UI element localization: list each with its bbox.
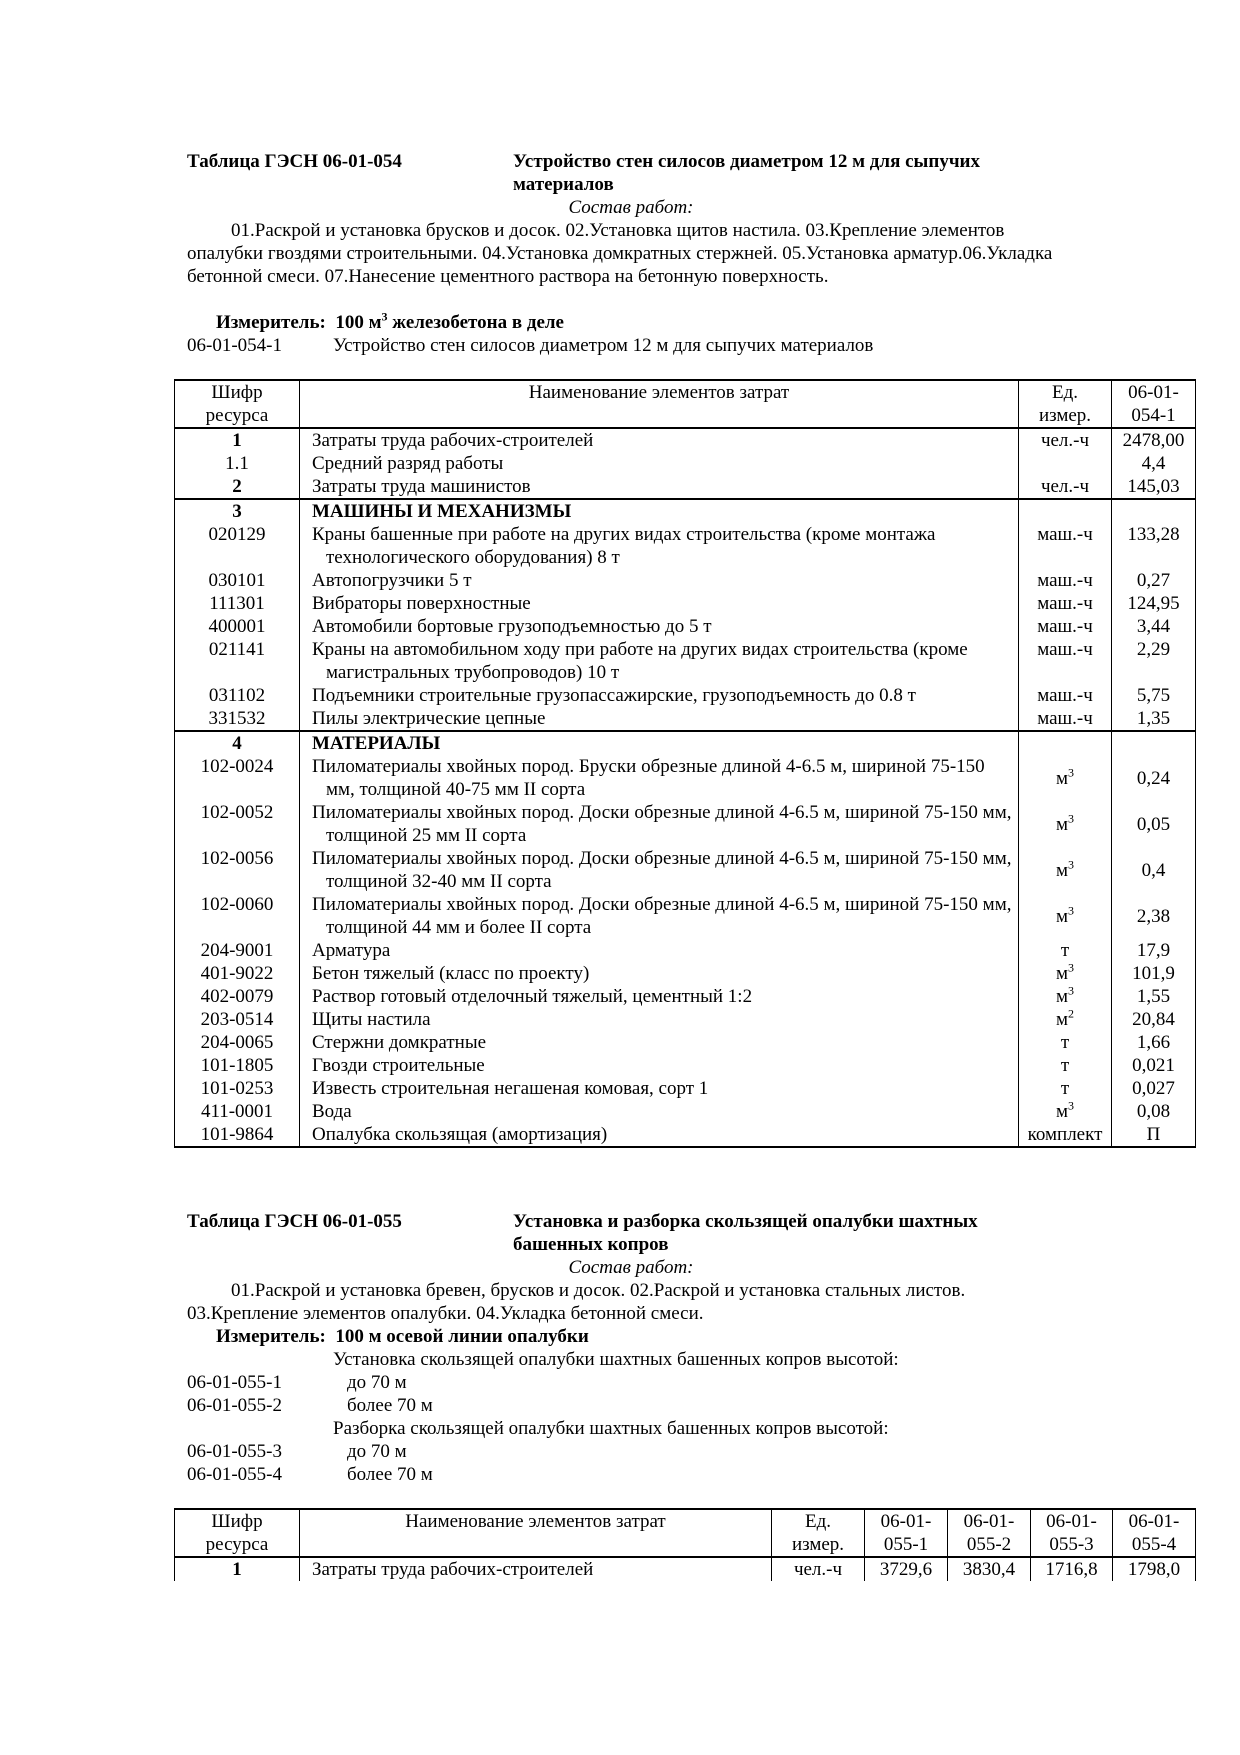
row-code: 102-0060: [175, 893, 300, 939]
table-row: [175, 755, 1196, 801]
table1: [174, 379, 1196, 1148]
row-unit: чел.-ч: [1019, 475, 1112, 499]
table2-norm2-name: более 70 м: [347, 1395, 433, 1416]
row-unit: [1019, 452, 1112, 475]
row-value: 2,38: [1112, 893, 1196, 939]
table-row: [175, 707, 1196, 731]
row-value: 1,35: [1112, 707, 1196, 731]
row-value: 17,9: [1112, 939, 1196, 962]
table1-header-value: 06-01- 054-1: [1112, 380, 1196, 428]
row-code: 4: [175, 731, 300, 755]
table-row: [175, 523, 1196, 569]
table-row: [175, 1123, 1196, 1147]
row-name: Затраты труда рабочих-строителей: [300, 428, 1019, 452]
table1-composition-label: Состав работ:: [568, 197, 694, 218]
table1-measure-sup: 3: [381, 309, 388, 324]
row-name: Опалубка скользящая (амортизация): [300, 1123, 1019, 1147]
row-name: Пилы электрические цепные: [300, 707, 1019, 731]
row-name: Автопогрузчики 5 т: [300, 569, 1019, 592]
row-name: Пиломатериалы хвойных пород. Доски обрезные длиной 4-6.5 м, шириной 75-150 мм, толщиной 25 мм II сорта: [300, 801, 1019, 847]
row-value: [1112, 499, 1196, 523]
table-row: [175, 452, 1196, 475]
table2-row-name: Затраты труда рабочих-строителей: [300, 1557, 772, 1581]
row-unit: $м^2$: [1019, 1008, 1112, 1031]
table2-composition-text: 01.Раскрой и установка бревен, брусков и досок. 02.Раскрой и установка стальных листов. 03.Крепление элементов опалубки. 04.Укладка бетонной смеси.: [187, 1280, 966, 1324]
row-unit: $м^3$: [1019, 755, 1112, 801]
table2-measure: [216, 1325, 589, 1348]
table-row: [175, 475, 1196, 499]
row-code: 203-0514: [175, 1008, 300, 1031]
row-code: 204-9001: [175, 939, 300, 962]
row-value: 124,95: [1112, 592, 1196, 615]
row-unit: $м^3$: [1019, 1100, 1112, 1123]
table-row: [175, 1031, 1196, 1054]
row-value: 2,29: [1112, 638, 1196, 684]
row-code: 411-0001: [175, 1100, 300, 1123]
row-code: 102-0056: [175, 847, 300, 893]
table-row: [175, 1557, 1196, 1581]
row-unit: маш.-ч: [1019, 592, 1112, 615]
table2-row-v4: 1798,0: [1113, 1557, 1196, 1581]
table1-title-name-line1: Устройство стен силосов диаметром 12 м для сыпучих: [513, 151, 980, 172]
row-code: 3: [175, 499, 300, 523]
row-value: 20,84: [1112, 1008, 1196, 1031]
table-row: [175, 939, 1196, 962]
table1-norm-code: 06-01-054-1: [187, 335, 282, 356]
table-row: [175, 592, 1196, 615]
table1-header-name: Наименование элементов затрат: [300, 380, 1019, 428]
row-code: 401-9022: [175, 962, 300, 985]
row-unit: маш.-ч: [1019, 638, 1112, 684]
table-row: [175, 985, 1196, 1008]
row-code: 1: [175, 428, 300, 452]
row-name: Стержни домкратные: [300, 1031, 1019, 1054]
row-value: П: [1112, 1123, 1196, 1147]
table2-norm4-code: 06-01-055-4: [187, 1464, 282, 1485]
table-row: [175, 731, 1196, 755]
table2-header-name: Наименование элементов затрат: [300, 1509, 772, 1557]
table2-measure-text: 100 м осевой линии опалубки: [335, 1326, 589, 1347]
row-unit: маш.-ч: [1019, 615, 1112, 638]
row-unit: т: [1019, 1077, 1112, 1100]
row-code: 021141: [175, 638, 300, 684]
table1-header-row: [175, 380, 1196, 428]
row-name: Средний разряд работы: [300, 452, 1019, 475]
row-code: 402-0079: [175, 985, 300, 1008]
table-row: [175, 801, 1196, 847]
row-name: Затраты труда машинистов: [300, 475, 1019, 499]
table-row: [175, 1008, 1196, 1031]
table-row: [175, 1054, 1196, 1077]
row-unit: [1019, 731, 1112, 755]
row-code: 101-9864: [175, 1123, 300, 1147]
row-unit: т: [1019, 939, 1112, 962]
row-unit: $м^3$: [1019, 801, 1112, 847]
table2-norm1-name: до 70 м: [347, 1372, 407, 1393]
row-value: 133,28: [1112, 523, 1196, 569]
table2-title-name-line1: Установка и разборка скользящей опалубки шахтных: [513, 1211, 978, 1232]
row-name: Арматура: [300, 939, 1019, 962]
table-row: [175, 1100, 1196, 1123]
row-unit: маш.-ч: [1019, 684, 1112, 707]
row-unit: комплект: [1019, 1123, 1112, 1147]
table2-row-unit: чел.-ч: [772, 1557, 865, 1581]
row-code: 400001: [175, 615, 300, 638]
table1-header-code: Шифр ресурса: [175, 380, 300, 428]
table-row: [175, 569, 1196, 592]
row-name: Щиты настила: [300, 1008, 1019, 1031]
row-code: 2: [175, 475, 300, 499]
row-value: 3,44: [1112, 615, 1196, 638]
row-value: 0,4: [1112, 847, 1196, 893]
table2-row-code: 1: [175, 1557, 300, 1581]
row-code: 1.1: [175, 452, 300, 475]
table1-measure-label: Измеритель:: [216, 312, 326, 333]
row-name: Подъемники строительные грузопассажирские, грузоподъемность до 0.8 т: [300, 684, 1019, 707]
row-name: Раствор готовый отделочный тяжелый, цементный 1:2: [300, 985, 1019, 1008]
row-value: 101,9: [1112, 962, 1196, 985]
row-value: 1,66: [1112, 1031, 1196, 1054]
table-row: [175, 684, 1196, 707]
row-unit: $м^3$: [1019, 847, 1112, 893]
row-code: 020129: [175, 523, 300, 569]
row-value: 145,03: [1112, 475, 1196, 499]
table1-measure-pre: 100 м: [335, 312, 382, 333]
row-unit: [1019, 499, 1112, 523]
table2-norm4-name: более 70 м: [347, 1464, 433, 1485]
row-value: [1112, 731, 1196, 755]
row-unit: маш.-ч: [1019, 569, 1112, 592]
row-code: 102-0052: [175, 801, 300, 847]
row-unit: $м^3$: [1019, 985, 1112, 1008]
table-row: [175, 1077, 1196, 1100]
table2-title-name-line2: башенных копров: [513, 1234, 669, 1255]
row-value: 0,027: [1112, 1077, 1196, 1100]
row-code: 101-0253: [175, 1077, 300, 1100]
row-code: 030101: [175, 569, 300, 592]
row-name: МАШИНЫ И МЕХАНИЗМЫ: [300, 499, 1019, 523]
row-name: Пиломатериалы хвойных пород. Доски обрезные длиной 4-6.5 м, шириной 75-150 мм, толщиной 44 мм и более II сорта: [300, 893, 1019, 939]
table2-group2-title: Разборка скользящей опалубки шахтных башенных копров высотой:: [333, 1418, 889, 1439]
table2-header-v3: 06-01- 055-3: [1031, 1509, 1113, 1557]
table1-composition-text: 01.Раскрой и установка брусков и досок. 02.Установка щитов настила. 03.Крепление элементов опалубки гвоздями строительными. 04.Установка домкратных стержней. 05.Установка арматур.06.Укладка бетонной смеси. 07.Нанесение цементного раствора на бетонную поверхность.: [187, 220, 1053, 287]
table1-measure: [216, 311, 564, 334]
row-value: 0,24: [1112, 755, 1196, 801]
table-row: [175, 893, 1196, 939]
table1-measure-post: железобетона в деле: [387, 312, 564, 333]
row-name: Вода: [300, 1100, 1019, 1123]
row-unit: маш.-ч: [1019, 707, 1112, 731]
row-name: Известь строительная негашеная комовая, сорт 1: [300, 1077, 1019, 1100]
table-row: [175, 428, 1196, 452]
table2: [174, 1508, 1196, 1581]
table1-title-name-line2: материалов: [513, 174, 614, 195]
row-code: 102-0024: [175, 755, 300, 801]
row-code: 111301: [175, 592, 300, 615]
table2-norm2-code: 06-01-055-2: [187, 1395, 282, 1416]
table2-measure-label: Измеритель:: [216, 1326, 326, 1347]
row-name: Вибраторы поверхностные: [300, 592, 1019, 615]
table2-group1-title: Установка скользящей опалубки шахтных башенных копров высотой:: [333, 1349, 899, 1370]
row-name: Пиломатериалы хвойных пород. Бруски обрезные длиной 4-6.5 м, шириной 75-150 мм, толщиной 40-75 мм II сорта: [300, 755, 1019, 801]
table-row: [175, 638, 1196, 684]
row-value: 5,75: [1112, 684, 1196, 707]
row-value: 2478,00: [1112, 428, 1196, 452]
table-row: [175, 847, 1196, 893]
table2-norm3-name: до 70 м: [347, 1441, 407, 1462]
table-row: [175, 962, 1196, 985]
row-value: 0,05: [1112, 801, 1196, 847]
row-name: Краны на автомобильном ходу при работе на других видах строительства (кроме магистральных трубопроводов) 10 т: [300, 638, 1019, 684]
table2-title-code: Таблица ГЭСН 06-01-055: [187, 1211, 402, 1232]
row-name: Гвозди строительные: [300, 1054, 1019, 1077]
row-unit: $м^3$: [1019, 893, 1112, 939]
table1-title-code: Таблица ГЭСН 06-01-054: [187, 151, 402, 172]
row-value: 1,55: [1112, 985, 1196, 1008]
row-name: Бетон тяжелый (класс по проекту): [300, 962, 1019, 985]
table2-row-v2: 3830,4: [948, 1557, 1031, 1581]
row-name: Пиломатериалы хвойных пород. Доски обрезные длиной 4-6.5 м, шириной 75-150 мм, толщиной 32-40 мм II сорта: [300, 847, 1019, 893]
row-value: 0,27: [1112, 569, 1196, 592]
row-unit: маш.-ч: [1019, 523, 1112, 569]
table2-row-v1: 3729,6: [865, 1557, 948, 1581]
table2-header-v4: 06-01- 055-4: [1113, 1509, 1196, 1557]
row-name: МАТЕРИАЛЫ: [300, 731, 1019, 755]
row-value: 4,4: [1112, 452, 1196, 475]
row-code: 331532: [175, 707, 300, 731]
row-unit: т: [1019, 1054, 1112, 1077]
table-row: [175, 499, 1196, 523]
table2-row-v3: 1716,8: [1031, 1557, 1113, 1581]
row-code: 204-0065: [175, 1031, 300, 1054]
table2-norm1-code: 06-01-055-1: [187, 1372, 282, 1393]
row-code: 101-1805: [175, 1054, 300, 1077]
row-unit: чел.-ч: [1019, 428, 1112, 452]
table1-header-unit: Ед. измер.: [1019, 380, 1112, 428]
row-unit: т: [1019, 1031, 1112, 1054]
table2-header-code: Шифр ресурса: [175, 1509, 300, 1557]
row-unit: $м^3$: [1019, 962, 1112, 985]
table2-header-v2: 06-01- 055-2: [948, 1509, 1031, 1557]
table2-header-v1: 06-01- 055-1: [865, 1509, 948, 1557]
table1-norm-name: Устройство стен силосов диаметром 12 м для сыпучих материалов: [333, 335, 874, 356]
table2-header-row: [175, 1509, 1196, 1557]
row-value: 0,021: [1112, 1054, 1196, 1077]
row-value: 0,08: [1112, 1100, 1196, 1123]
table2-composition-label: Состав работ:: [568, 1257, 694, 1278]
row-code: 031102: [175, 684, 300, 707]
row-name: Краны башенные при работе на других видах строительства (кроме монтажа технологического оборудования) 8 т: [300, 523, 1019, 569]
table-row: [175, 615, 1196, 638]
row-name: Автомобили бортовые грузоподъемностью до 5 т: [300, 615, 1019, 638]
table2-norm3-code: 06-01-055-3: [187, 1441, 282, 1462]
table2-header-unit: Ед. измер.: [772, 1509, 865, 1557]
